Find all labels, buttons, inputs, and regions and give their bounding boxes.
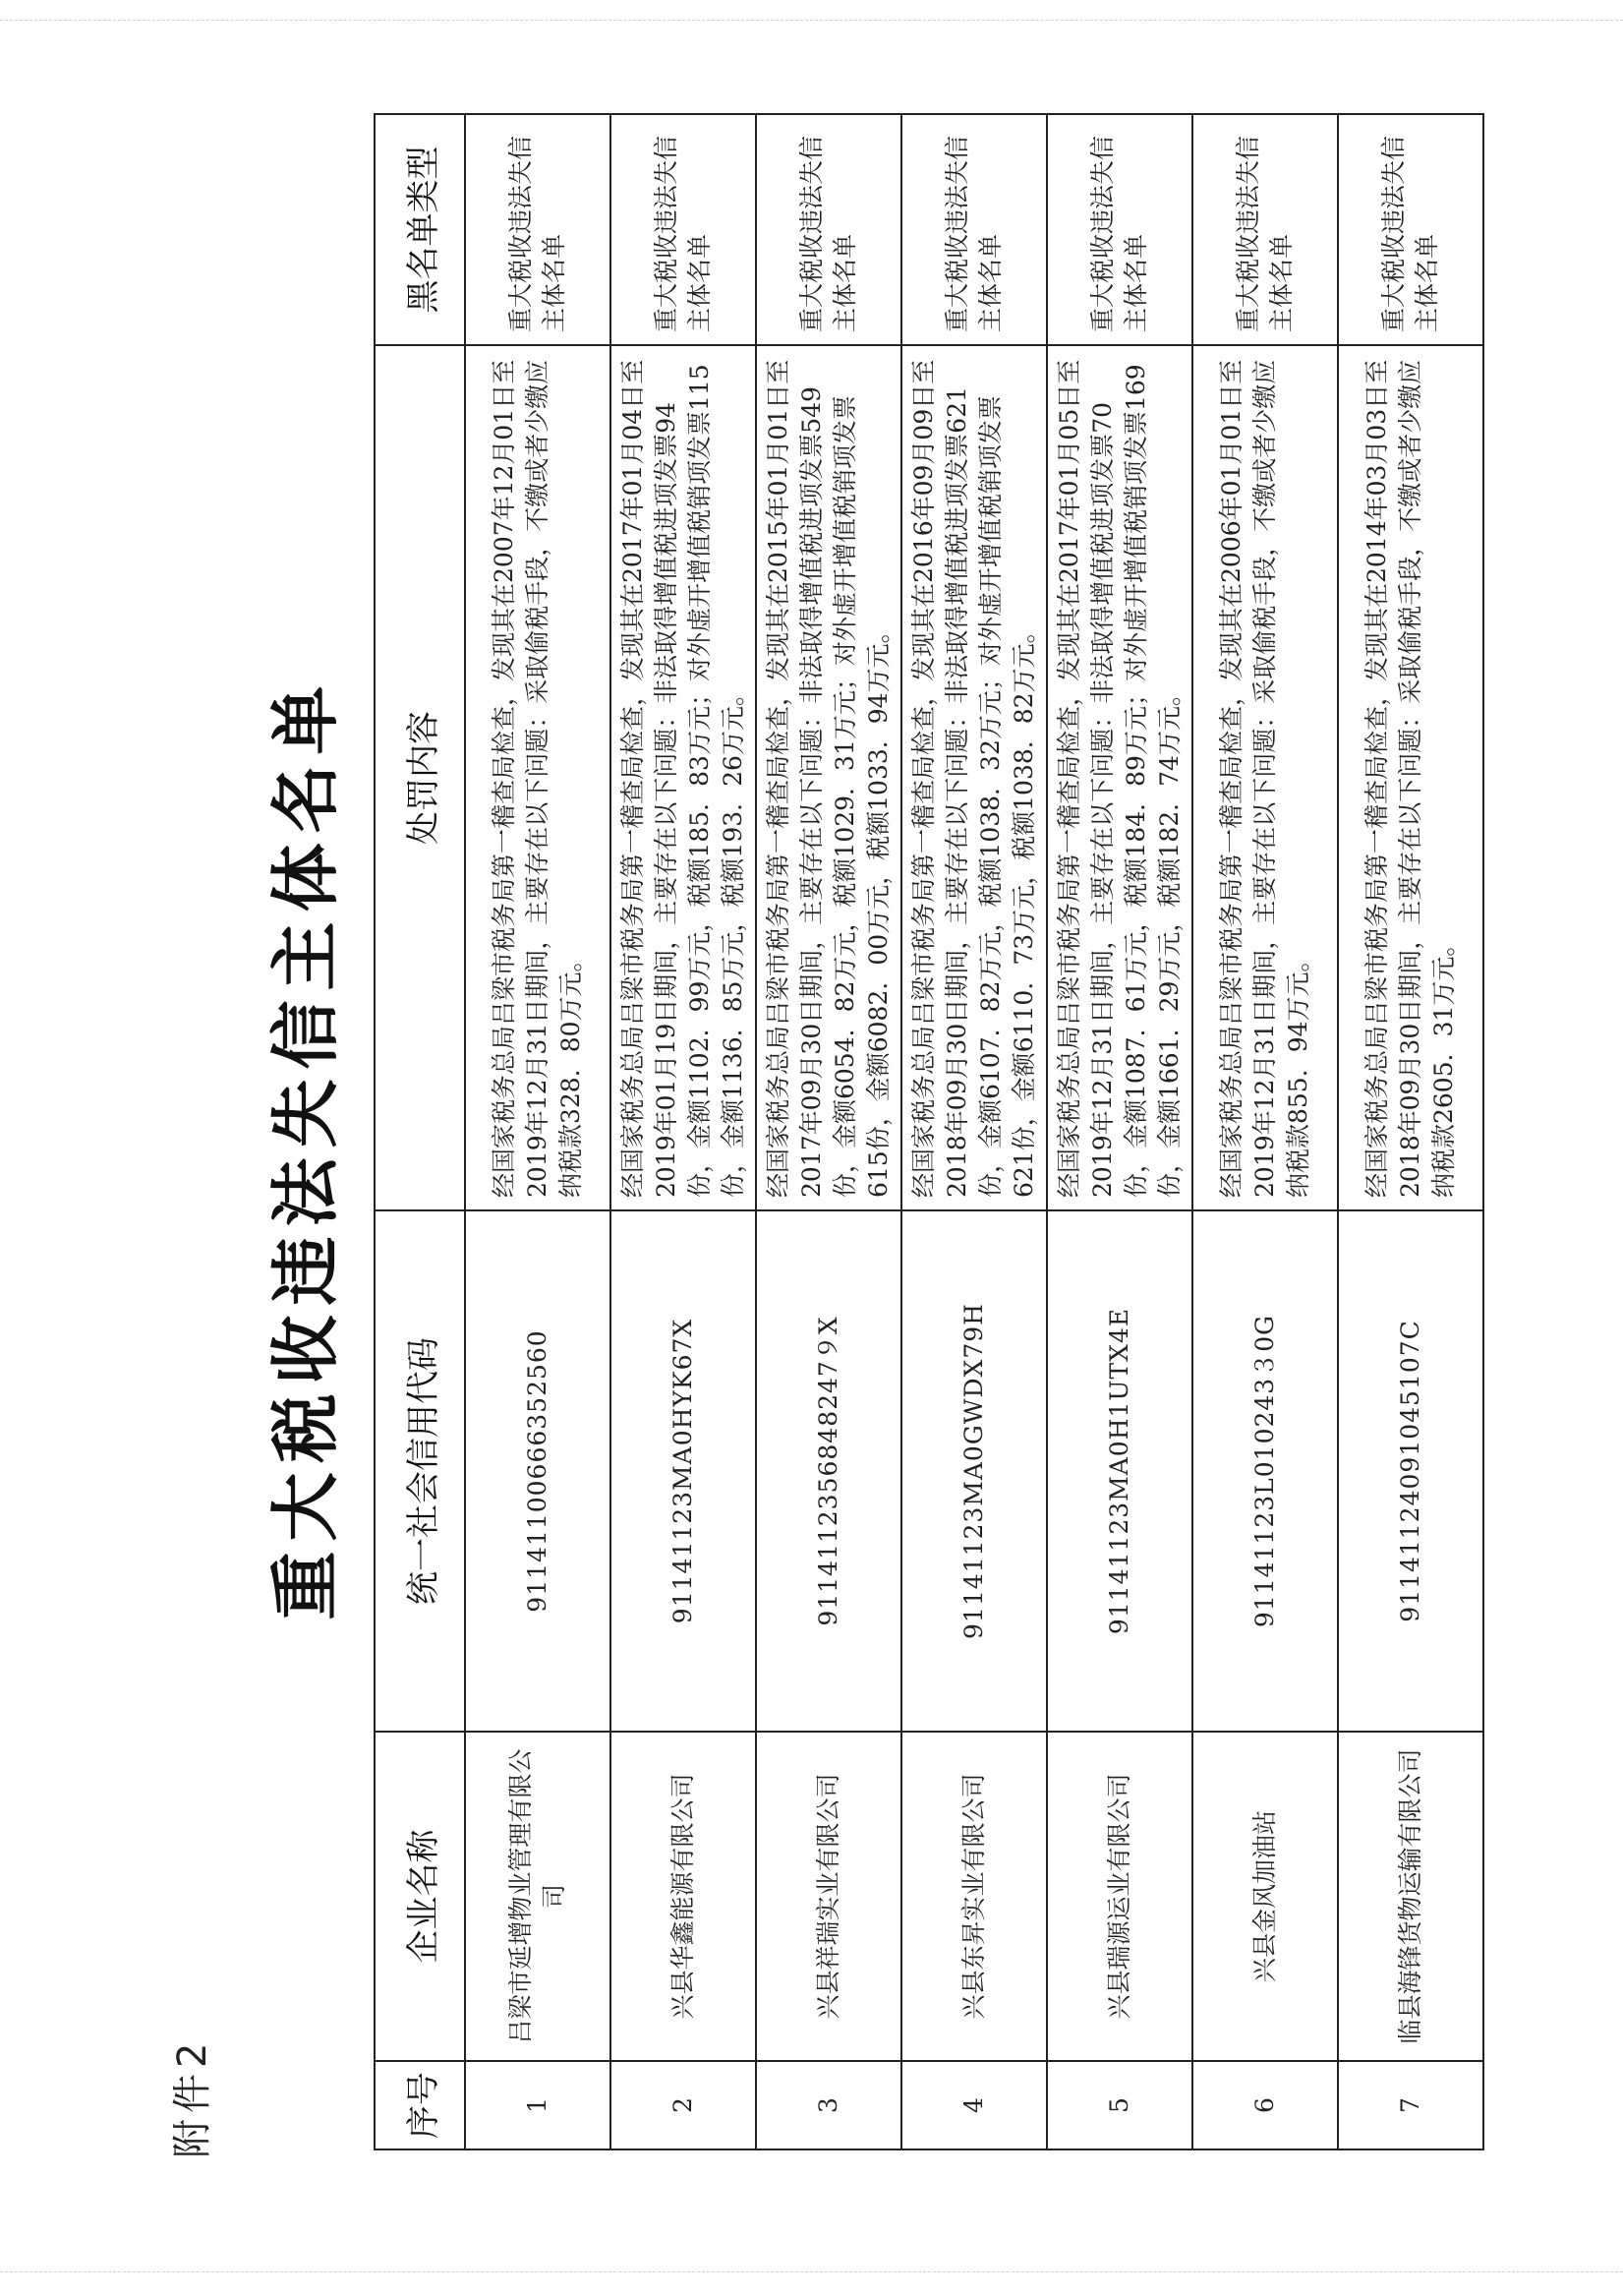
row-credit-code: 9114112356848247９X — [756, 1210, 901, 1732]
row-list-type: 重大税收违法失信主体名单 — [1192, 114, 1338, 345]
row-seq: 6 — [1192, 2061, 1338, 2149]
table-header-row — [375, 114, 465, 2149]
row-company-name: 兴县瑞源运业有限公司 — [1047, 1732, 1192, 2061]
row-company-name: 兴县华鑫能源有限公司 — [610, 1732, 756, 2061]
column-header-seq: 序号 — [375, 2061, 465, 2149]
row-seq: 4 — [901, 2061, 1047, 2149]
table-row — [610, 114, 756, 2149]
row-credit-code: 91141123MA0H1UTX4E — [1047, 1210, 1192, 1732]
table-row — [756, 114, 901, 2149]
column-header-code: 统一社会信用代码 — [375, 1210, 465, 1732]
table-row — [1047, 114, 1192, 2149]
row-company-name: 兴县东昇实业有限公司 — [901, 1732, 1047, 2061]
row-credit-code: 91141123MA0HYK67X — [610, 1210, 756, 1732]
table-row — [1338, 114, 1483, 2149]
table-row — [465, 114, 610, 2149]
row-company-name: 兴县金风加油站 — [1192, 1732, 1338, 2061]
row-company-name: 兴县祥瑞实业有限公司 — [756, 1732, 901, 2061]
row-seq: 7 — [1338, 2061, 1483, 2149]
row-credit-code: 91141124091045107C — [1338, 1210, 1483, 1732]
column-header-detail: 处罚内容 — [375, 345, 465, 1210]
row-penalty-detail: 经国家税务总局吕梁市税务局第一稽查局检查，发现其在2006年01月01日至2019年12月31日期间，主要存在以下问题：采取偷税手段，不缴或者少缴应纳税款855．94万元。 — [1192, 345, 1338, 1210]
table-row — [901, 114, 1047, 2149]
row-company-name: 临县海锋货物运输有限公司 — [1338, 1732, 1483, 2061]
row-seq: 5 — [1047, 2061, 1192, 2149]
row-list-type: 重大税收违法失信主体名单 — [1338, 114, 1483, 345]
blacklist-table — [374, 113, 1484, 2150]
table-row — [1192, 114, 1338, 2149]
row-penalty-detail: 经国家税务总局吕梁市税务局第一稽查局检查，发现其在2007年12月01日至2019年12月31日期间，主要存在以下问题：采取偷税手段，不缴或者少缴应纳税款328．80万元。 — [465, 345, 610, 1210]
row-list-type: 重大税收违法失信主体名单 — [610, 114, 756, 345]
row-list-type: 重大税收违法失信主体名单 — [901, 114, 1047, 345]
row-penalty-detail: 经国家税务总局吕梁市税务局第一稽查局检查，发现其在2016年09月09日至2018年09月30日期间，主要存在以下问题：非法取得增值税进项发票621份，金额6107．82万元，税额1038．32万元；对外虚开增值税销项发票621份，金额6110．73万元，税额1038．82万元。 — [901, 345, 1047, 1210]
row-credit-code: 91141123MA0GWDX79H — [901, 1210, 1047, 1732]
row-penalty-detail: 经国家税务总局吕梁市税务局第一稽查局检查，发现其在2014年03月03日至2018年09月30日期间，主要存在以下问题：采取偷税手段，不缴或者少缴应纳税款2605．31万元。 — [1338, 345, 1483, 1210]
column-header-name: 企业名称 — [375, 1732, 465, 2061]
row-seq: 1 — [465, 2061, 610, 2149]
row-penalty-detail: 经国家税务总局吕梁市税务局第一稽查局检查，发现其在2017年01月05日至2019年12月31日期间，主要存在以下问题：非法取得增值税进项发票70份，金额1087．61万元，税额184．89万元；对外虚开增值税销项发票169份，金额1661．29万元，税额182．74万元。 — [1047, 345, 1192, 1210]
row-penalty-detail: 经国家税务总局吕梁市税务局第一稽查局检查，发现其在2017年01月04日至2019年01月19日期间，主要存在以下问题：非法取得增值税进项发票94份，金额1102．99万元，税额185．83万元；对外虚开增值税销项发票115份，金额1136．85万元，税额193．26万元。 — [610, 345, 756, 1210]
row-penalty-detail: 经国家税务总局吕梁市税务局第一稽查局检查，发现其在2015年01月01日至2017年09月30日期间，主要存在以下问题：非法取得增值税进项发票549份，金额6054．82万元，税额1029．31万元；对外虚开增值税销项发票615份，金额6082．00万元，税额1033．94万元。 — [756, 345, 901, 1210]
row-credit-code: 91141100666352560 — [465, 1210, 610, 1732]
row-seq: 2 — [610, 2061, 756, 2149]
row-seq: 3 — [756, 2061, 901, 2149]
row-company-name: 吕梁市延增物业管理有限公司 — [465, 1732, 610, 2061]
row-credit-code: 91141123L010243３0G — [1192, 1210, 1338, 1732]
row-list-type: 重大税收违法失信主体名单 — [465, 114, 610, 345]
row-list-type: 重大税收违法失信主体名单 — [756, 114, 901, 345]
row-list-type: 重大税收违法失信主体名单 — [1047, 114, 1192, 345]
page-title: 重大税收违法失信主体名单 — [265, 676, 346, 1620]
column-header-type: 黑名单类型 — [375, 114, 465, 345]
attachment-label: 附件2 — [170, 2036, 215, 2158]
